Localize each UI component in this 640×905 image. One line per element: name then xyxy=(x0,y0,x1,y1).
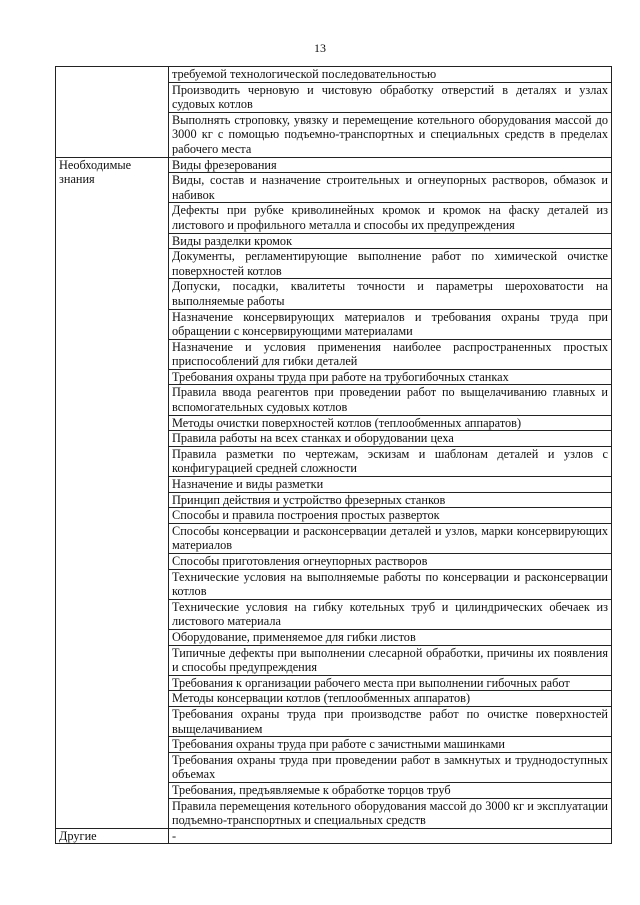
requirement-item: Требования охраны труда при проведении работ в замкнутых и труднодоступных объемах xyxy=(169,752,612,782)
requirement-item: Способы приготовления огнеупорных растворов xyxy=(169,554,612,570)
requirement-item: Принцип действия и устройство фрезерных станков xyxy=(169,492,612,508)
requirement-item: Требования, предъявляемые к обработке торцов труб xyxy=(169,782,612,798)
requirement-item: Требования к организации рабочего места при выполнении гибочных работ xyxy=(169,675,612,691)
table-row xyxy=(56,67,612,83)
requirement-item: Правила ввода реагентов при проведении работ по выщелачиванию главных и вспомогательных судовых котлов xyxy=(169,385,612,415)
requirement-item: Правила перемещения котельного оборудования массой до 3000 кг и эксплуатации подъемно-транспортных и специальных средств xyxy=(169,798,612,828)
requirement-item: Технические условия на выполняемые работы по консервации и расконсервации котлов xyxy=(169,569,612,599)
requirement-item: - xyxy=(169,828,612,844)
requirement-item: требуемой технологической последовательностью xyxy=(169,67,612,83)
requirement-item: Методы очистки поверхностей котлов (теплообменных аппаратов) xyxy=(169,415,612,431)
requirement-item: Назначение и виды разметки xyxy=(169,477,612,493)
requirement-item: Виды разделки кромок xyxy=(169,233,612,249)
requirement-item: Способы и правила построения простых разверток xyxy=(169,508,612,524)
requirement-item: Требования охраны труда при работе на трубогибочных станках xyxy=(169,369,612,385)
requirement-item: Технические условия на гибку котельных труб и цилиндрических обечаек из листового материала xyxy=(169,599,612,629)
requirement-item: Назначение консервирующих материалов и требования охраны труда при обращении с консервирующими материалами xyxy=(169,309,612,339)
requirement-item: Требования охраны труда при работе с зачистными машинками xyxy=(169,737,612,753)
requirement-item: Выполнять строповку, увязку и перемещение котельного оборудования массой до 3000 кг с помощью подъемно-транспортных и специальных средств в пределах рабочего места xyxy=(169,112,612,157)
requirement-item: Документы, регламентирующие выполнение работ по химической очистке поверхностей котлов xyxy=(169,249,612,279)
row-group-label: Другие xyxy=(56,828,169,844)
table-row xyxy=(56,157,612,173)
requirement-item: Способы консервации и расконсервации деталей и узлов, марки консервирующих материалов xyxy=(169,523,612,553)
requirement-item: Виды, состав и назначение строительных и огнеупорных растворов, обмазок и набивок xyxy=(169,173,612,203)
requirement-item: Виды фрезерования xyxy=(169,157,612,173)
requirement-item: Производить черновую и чистовую обработку отверстий в деталях и узлах судовых котлов xyxy=(169,82,612,112)
requirement-item: Правила разметки по чертежам, эскизам и шаблонам деталей и узлов с конфигурацией средней сложности xyxy=(169,446,612,476)
requirement-item: Типичные дефекты при выполнении слесарной обработки, причины их появления и способы предупреждения xyxy=(169,645,612,675)
requirement-item: Допуски, посадки, квалитеты точности и параметры шероховатости на выполняемые работы xyxy=(169,279,612,309)
requirement-item: Дефекты при рубке криволинейных кромок и кромок на фаску деталей из листового и профильного металла и способы их предупреждения xyxy=(169,203,612,233)
requirement-item: Назначение и условия применения наиболее распространенных простых приспособлений для гибки деталей xyxy=(169,339,612,369)
page-number: 13 xyxy=(314,41,326,55)
requirement-item: Методы консервации котлов (теплообменных аппаратов) xyxy=(169,691,612,707)
row-group-label: Необходимые знания xyxy=(56,157,169,828)
requirement-item: Оборудование, применяемое для гибки листов xyxy=(169,629,612,645)
row-group-label xyxy=(56,67,169,158)
requirements-table xyxy=(55,66,612,844)
requirement-item: Правила работы на всех станках и оборудовании цеха xyxy=(169,431,612,447)
requirement-item: Требования охраны труда при производстве работ по очистке поверхностей выщелачиванием xyxy=(169,706,612,736)
table-row xyxy=(56,828,612,844)
requirements-table-body xyxy=(56,67,612,844)
